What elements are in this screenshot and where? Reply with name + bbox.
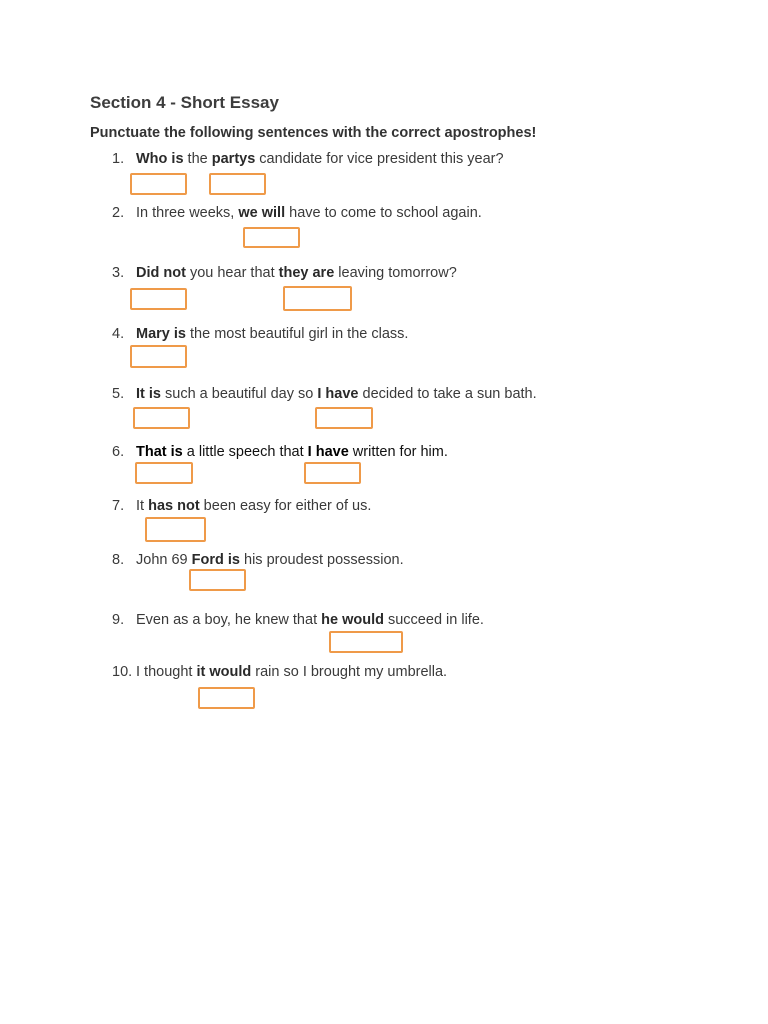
question-text: John 69 Ford is his proudest possession. <box>136 552 404 568</box>
question-text: It has not been easy for either of us. <box>136 498 372 514</box>
answer-box[interactable] <box>315 407 373 429</box>
question-text: I thought it would rain so I brought my umbrella. <box>136 664 448 680</box>
question-number: 6. <box>112 444 125 460</box>
answer-box[interactable] <box>130 288 187 310</box>
answer-box[interactable] <box>133 407 190 429</box>
question-text: That is a little speech that I have written for him. <box>136 444 448 460</box>
answer-box[interactable] <box>209 173 266 195</box>
question-text: Did not you hear that they are leaving tomorrow? <box>136 265 457 281</box>
answer-box[interactable] <box>198 687 255 709</box>
question-text: In three weeks, we will have to come to school again. <box>136 205 482 221</box>
question-text: Who is the partys candidate for vice president this year? <box>136 151 504 167</box>
question-text: Even as a boy, he knew that he would succeed in life. <box>136 612 484 628</box>
answer-box[interactable] <box>130 345 187 368</box>
question-number: 8. <box>112 552 125 568</box>
answer-box[interactable] <box>329 631 403 653</box>
question-number: 5. <box>112 386 125 402</box>
question-number: 3. <box>112 265 125 281</box>
answer-box[interactable] <box>135 462 193 484</box>
section-title: Section 4 - Short Essay <box>90 93 279 112</box>
question-number: 4. <box>112 326 125 342</box>
question-text: Mary is the most beautiful girl in the class. <box>136 326 409 342</box>
answer-box[interactable] <box>304 462 361 484</box>
answer-box[interactable] <box>283 286 352 311</box>
answer-box[interactable] <box>145 517 206 542</box>
answer-box[interactable] <box>130 173 187 195</box>
answer-box[interactable] <box>189 569 246 591</box>
question-text: It is such a beautiful day so I have decided to take a sun bath. <box>136 386 537 402</box>
question-number: 9. <box>112 612 125 628</box>
question-number: 2. <box>112 205 125 221</box>
instruction-text: Punctuate the following sentences with the correct apostrophes! <box>90 125 537 141</box>
question-number: 10. <box>112 664 133 680</box>
answer-box[interactable] <box>243 227 300 248</box>
question-number: 1. <box>112 151 125 167</box>
question-number: 7. <box>112 498 125 514</box>
